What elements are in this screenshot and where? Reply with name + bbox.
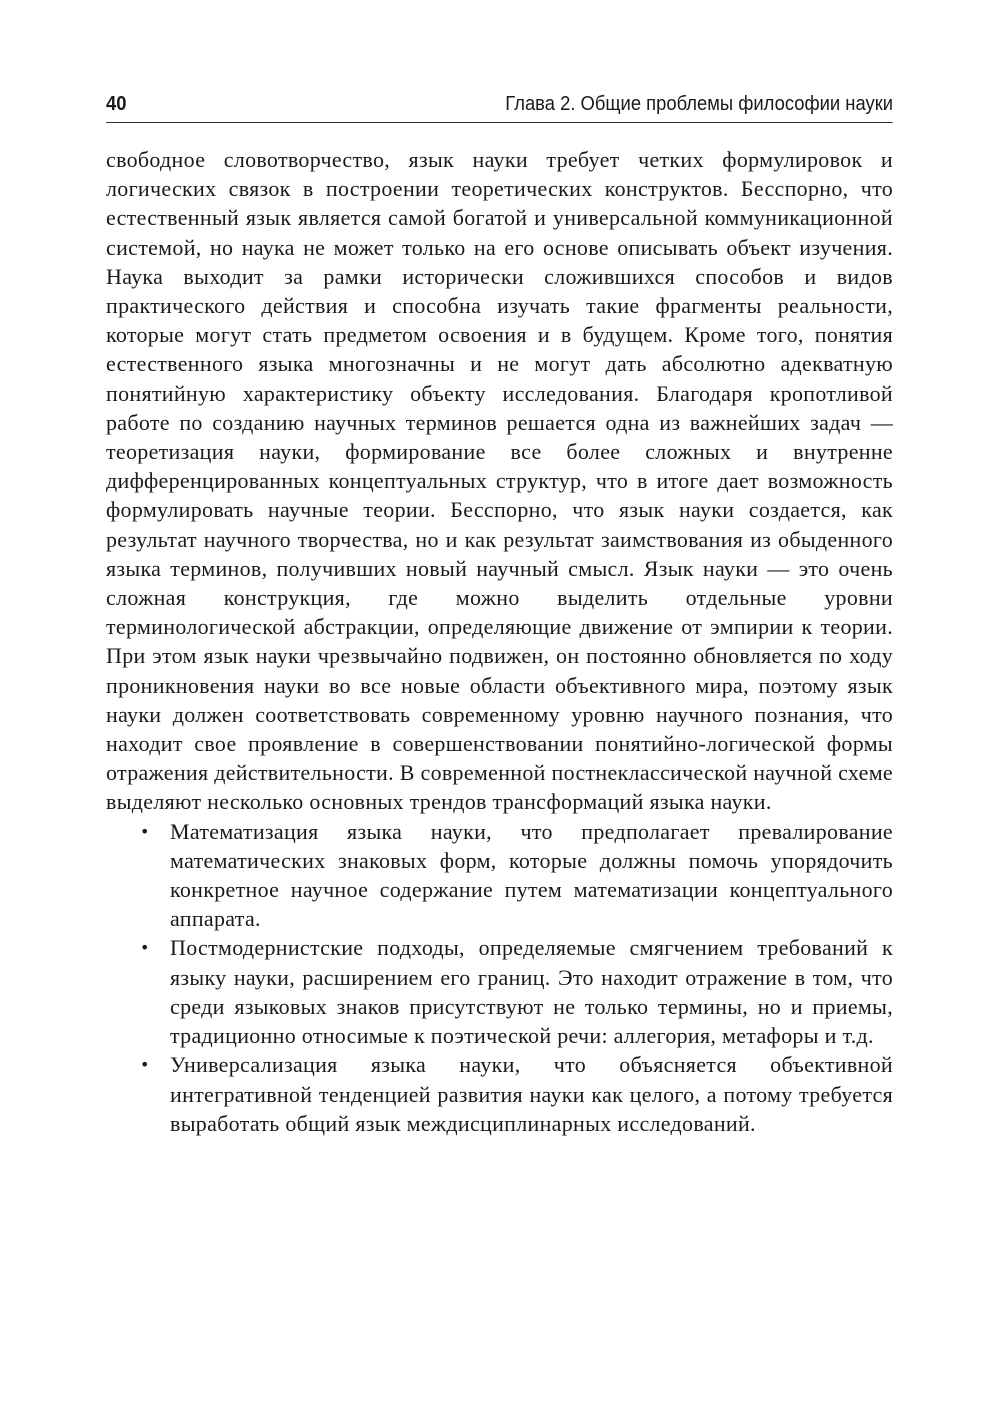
list-item — [106, 1050, 893, 1138]
trend-list — [106, 817, 893, 1138]
bullet-icon: • — [140, 938, 150, 958]
book-page — [106, 90, 893, 1138]
bullet-icon: • — [140, 1055, 150, 1075]
body-paragraph: свободное словотворчество, язык науки требует четких формулировок и логических связок в построении теоретических конструктов. Бесспорно, что естественный язык является самой богатой и универсальной коммуникационной системой, но наука не может только на его основе описывать объект изучения. Наука выходит за рамки исторически сложившихся способов и видов практического действия и способна изучать такие фрагменты реальности, которые могут стать предметом освоения и в будущем. Кроме того, понятия естественного языка многозначны и не могут дать абсолютно адекватную понятийную характеристику объекту исследования. Благодаря кропотливой работе по созданию научных терминов решается одна из важнейших задач — теоретизация науки, формирование все более сложных и внутренне дифференцированных концептуальных структур, что в итоге дает возможность формулировать научные теории. Бесспорно, что язык науки создается, как результат научного творчества, но и как результат заимствования из обыденного языка терминов, получивших новый научный смысл. Язык науки — это очень сложная конструкция, где можно выделить отдельные уровни терминологической абстракции, определяющие движение от эмпирии к теории. При этом язык науки чрезвычайно подвижен, он постоянно обновляется по ходу проникновения науки во все новые области объективного мира, поэтому язык науки должен соответствовать современному уровню научного познания, что находит свое проявление в совершенствовании понятийно-логической формы отражения действительности. В современной постнеклассической научной схеме выделяют несколько основных трендов трансформаций языка науки. — [106, 147, 893, 815]
list-item-text: Математизация языка науки, что предполагает превалирование математических знаковых форм, которые должны помочь упорядочить конкретное научное содержание путем математизации концептуального аппарата. — [170, 818, 893, 932]
page-number: 40 — [106, 93, 127, 115]
list-item — [106, 817, 893, 934]
running-header — [106, 90, 893, 123]
main-text — [106, 145, 893, 1138]
list-item-text: Универсализация языка науки, что объясняется объективной интегративной тенденцией развития науки как целого, а потому требуется выработать общий язык междисциплинарных исследований. — [170, 1052, 893, 1136]
bullet-icon: • — [140, 821, 150, 841]
list-item-text: Постмодернистские подходы, определяемые смягчением требований к языку науки, расширением его границ. Это находит отражение в том, что среди языковых знаков присутствуют не только термины, но и приемы, традиционно относимые к поэтической речи: аллегория, метафоры и т.д. — [170, 935, 893, 1049]
chapter-title: Глава 2. Общие проблемы философии науки — [505, 93, 894, 115]
list-item — [106, 933, 893, 1050]
